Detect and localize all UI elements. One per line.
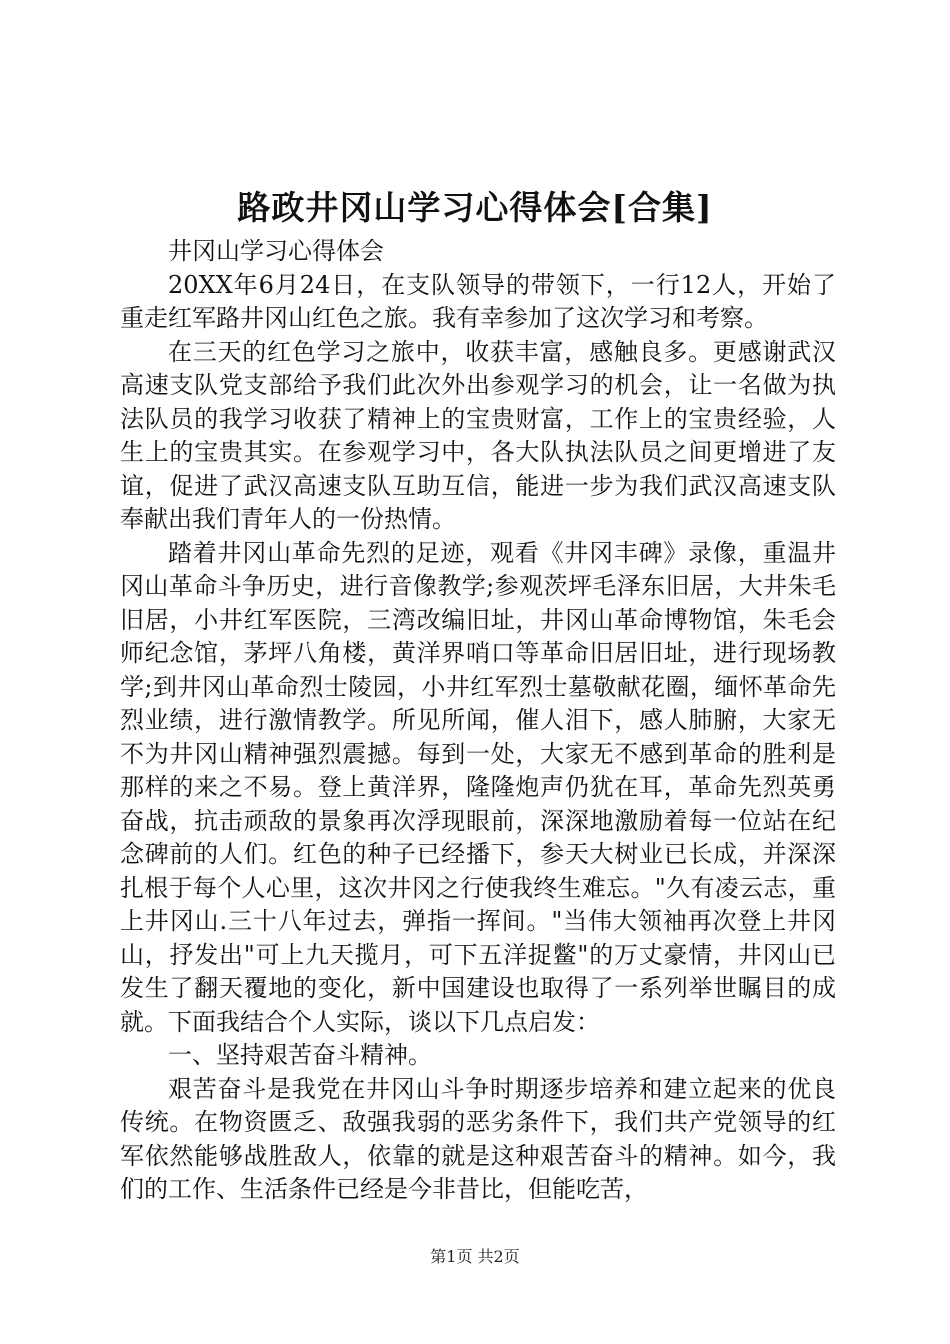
section-heading: 一、坚持艰苦奋斗精神。: [168, 1041, 432, 1069]
body-paragraph: 在三天的红色学习之旅中，收获丰富，感触良多。更感谢武汉高速支队党支部给予我们此次外出参观学习的机会，让一名做为执法队员的我学习收获了精神上的宝贵财富，工作上的宝贵经验，人生上的宝贵其实。在参观学习中，各大队执法队员之间更增进了友谊，促进了武汉高速支队互助互信，能进一步为我们武汉高速支队奉献出我们青年人的一份热情。: [120, 337, 836, 533]
document-body: [120, 235, 836, 1207]
body-paragraph: 踏着井冈山革命先烈的足迹，观看《井冈丰碑》录像，重温井冈山革命斗争历史，进行音像教学;参观茨坪毛泽东旧居，大井朱毛旧居，小井红军医院，三湾改编旧址，井冈山革命博物馆，朱毛会师纪念馆，茅坪八角楼，黄洋界哨口等革命旧居旧址，进行现场教学;到井冈山革命烈士陵园，小井红军烈士墓敬献花圈，缅怀革命先烈业绩，进行激情教学。所见所闻，催人泪下，感人肺腑，大家无不为井冈山精神强烈震撼。每到一处，大家无不感到革命的胜利是那样的来之不易。登上黄洋界，隆隆炮声仍犹在耳，革命先烈英勇奋战，抗击顽敌的景象再次浮现眼前，深深地激励着每一位站在纪念碑前的人们。红色的种子已经播下，参天大树业已长成，并深深扎根于每个人心里，这次井冈之行使我终生难忘。"久有凌云志，重上井冈山.三十八年过去，弹指一挥间。"当伟大领袖再次登上井冈山，抒发出"可上九天揽月，可下五洋捉鳖"的万丈豪情，井冈山已发生了翻天覆地的变化，新中国建设也取得了一系列举世瞩目的成就。下面我结合个人实际，谈以下几点启发：: [120, 538, 836, 1036]
document-title: 路政井冈山学习心得体会[合集]: [237, 188, 713, 227]
page-number-footer: 第1页 共2页: [430, 1247, 520, 1266]
body-paragraph: 艰苦奋斗是我党在井冈山斗争时期逐步培养和建立起来的优良传统。在物资匮乏、敌强我弱的恶劣条件下，我们共产党领导的红军依然能够战胜敌人，依靠的就是这种艰苦奋斗的精神。如今，我们的工作、生活条件已经是今非昔比，但能吃苦，: [120, 1074, 836, 1203]
subtitle-paragraph: 井冈山学习心得体会: [168, 237, 384, 265]
body-paragraph: 20XX年6月24日，在支队领导的带领下，一行12人，开始了重走红军路井冈山红色之旅。我有幸参加了这次学习和考察。: [120, 270, 836, 332]
